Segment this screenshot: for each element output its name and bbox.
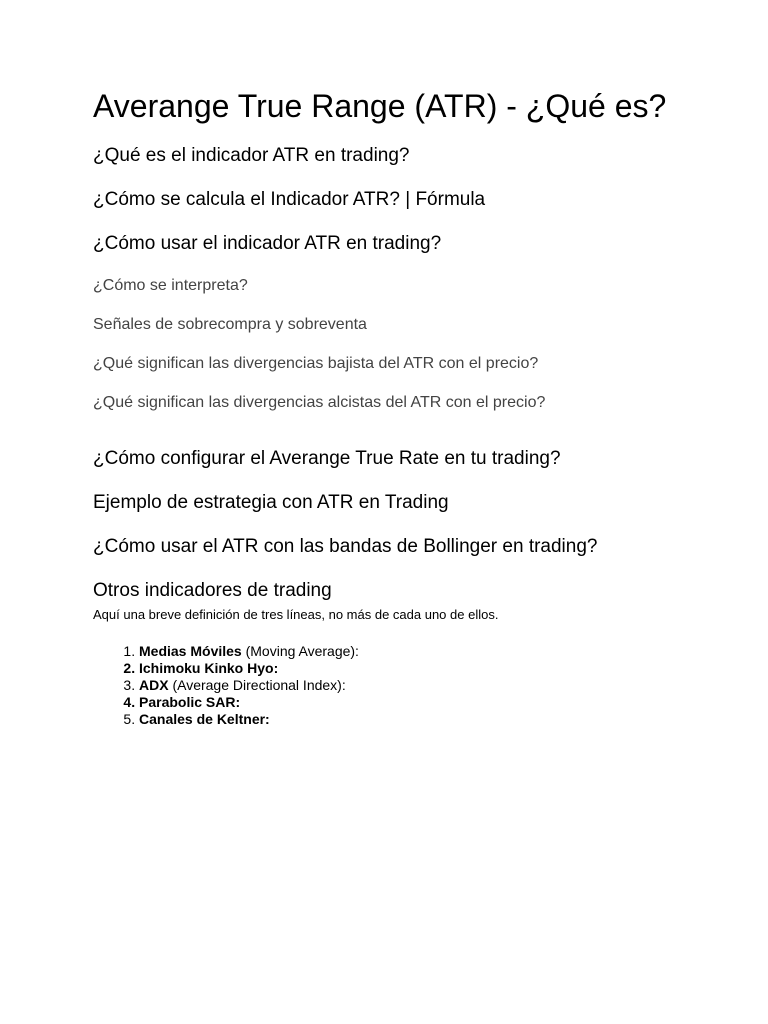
heading-calculate-atr: ¿Cómo se calcula el Indicador ATR? | Fórmula [93, 189, 486, 210]
subheading-overbought-oversold: Señales de sobrecompra y sobreventa [93, 316, 367, 333]
subheading-interpret: ¿Cómo se interpreta? [93, 277, 248, 294]
list-item-text: (Moving Average): [241, 643, 359, 659]
document-title: Averange True Range (ATR) - ¿Qué es? [93, 88, 667, 124]
indicators-list [93, 643, 693, 728]
list-item-bold: Canales de Keltner: [139, 711, 270, 727]
heading-other-indicators: Otros indicadores de trading [93, 580, 332, 601]
list-item [139, 711, 693, 728]
list-item-bold: Ichimoku Kinko Hyo: [139, 660, 279, 676]
list-item [139, 677, 693, 694]
heading-strategy-example: Ejemplo de estrategia con ATR en Trading [93, 492, 449, 513]
heading-use-atr: ¿Cómo usar el indicador ATR en trading? [93, 233, 442, 254]
list-item-bold: Medias Móviles [139, 643, 242, 659]
list-item-text: (Average Directional Index): [168, 677, 346, 693]
heading-configure-atr: ¿Cómo configurar el Averange True Rate en tu trading? [93, 448, 561, 469]
document-page [93, 88, 693, 728]
subheading-bearish-divergence: ¿Qué significan las divergencias bajista del ATR con el precio? [93, 355, 539, 372]
list-item [139, 660, 693, 677]
list-item-bold: Parabolic SAR: [139, 694, 241, 710]
subheading-bullish-divergence: ¿Qué significan las divergencias alcistas del ATR con el precio? [93, 394, 546, 411]
heading-atr-bollinger: ¿Cómo usar el ATR con las bandas de Bollinger en trading? [93, 536, 598, 557]
list-item [139, 694, 693, 711]
list-item-bold: ADX [139, 677, 169, 693]
heading-what-is-atr: ¿Qué es el indicador ATR en trading? [93, 145, 410, 166]
list-item [139, 643, 693, 660]
note-paragraph: Aquí una breve definición de tres líneas, no más de cada uno de ellos. [93, 607, 499, 622]
